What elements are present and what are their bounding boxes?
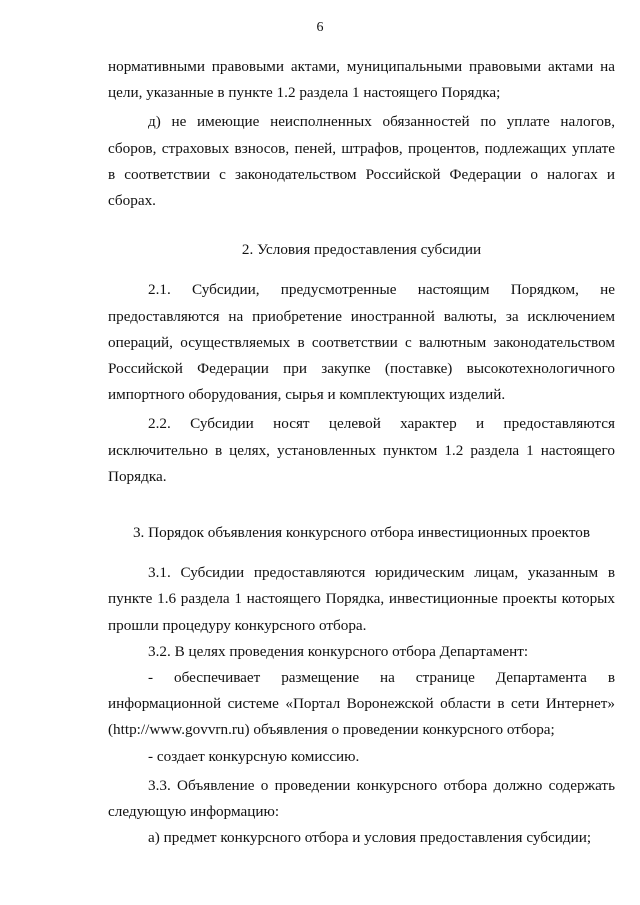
paragraph-3-2-bullet-1: - обеспечивает размещение на странице Департамента в информационной системе «Портал Воронежской области в сети Интернет» (http://www.govvrn.ru) объявления о проведении конкурсного отбора;: [108, 669, 615, 739]
paragraph-item-d: д) не имеющие неисполненных обязанностей по уплате налогов, сборов, страховых взносов, пеней, штрафов, процентов, подлежащих уплате в соответствии с законодательством Российской Федерации о налогах и сборах.: [108, 113, 615, 210]
paragraph-3-1: 3.1. Субсидии предоставляются юридическим лицам, указанным в пункте 1.6 раздела 1 настоящего Порядка, инвестиционные проекты которых прошли процедуру конкурсного отбора.: [108, 564, 615, 634]
page-number: 6: [316, 20, 324, 35]
paragraph-3-2: 3.2. В целях проведения конкурсного отбора Департамент:: [148, 642, 529, 660]
paragraph-2-1: 2.1. Субсидии, предусмотренные настоящим Порядком, не предоставляются на приобретение иностранной валюты, за исключением операций, осуществляемых в соответствии с валютным законодательством Российской Федерации при закупке (поставке) высокотехнологичного импортного оборудования, сырья и комплектующих изделий.: [108, 281, 615, 404]
paragraph-3-3-item-a: а) предмет конкурсного отбора и условия предоставления субсидии;: [148, 829, 592, 847]
paragraph-2-2: 2.2. Субсидии носят целевой характер и предоставляются исключительно в целях, установленных пунктом 1.2 раздела 1 настоящего Порядка.: [108, 415, 615, 485]
section-2-heading: 2. Условия предоставления субсидии: [241, 241, 482, 259]
section-3-heading: 3. Порядок объявления конкурсного отбора инвестиционных проектов: [132, 524, 591, 542]
paragraph-3-2-bullet-2: - создает конкурсную комиссию.: [148, 747, 360, 765]
paragraph-continuation: нормативными правовыми актами, муниципальными правовыми актами на цели, указанные в пункте 1.2 раздела 1 настоящего Порядка;: [108, 58, 615, 102]
document-body: [108, 54, 615, 851]
paragraph-3-3: 3.3. Объявление о проведении конкурсного отбора должно содержать следующую информацию:: [108, 776, 615, 821]
